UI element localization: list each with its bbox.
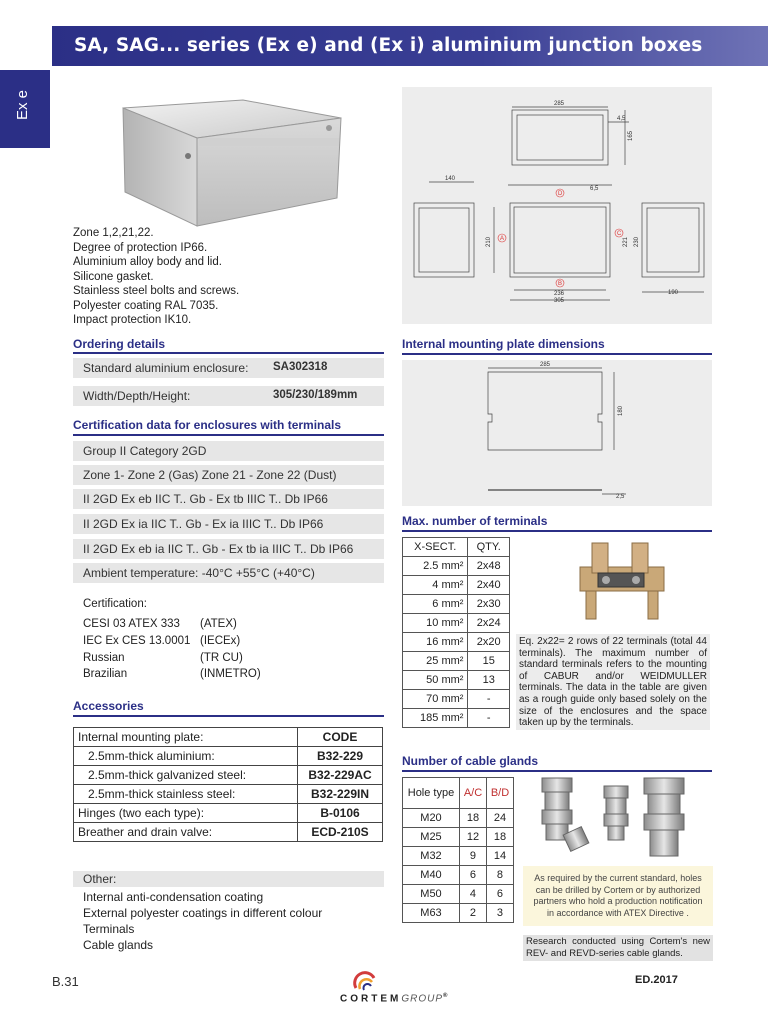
terminals-table	[402, 537, 510, 728]
ordering-row	[73, 386, 384, 406]
cert-scheme: (ATEX)	[200, 618, 237, 630]
cert-row	[73, 465, 384, 485]
other-item: Internal anti-condensation coating	[83, 890, 264, 904]
cert-row	[73, 441, 384, 461]
table-cell: 18	[459, 809, 486, 828]
acc-code: B32-229	[298, 747, 383, 766]
table-cell: -	[468, 690, 510, 709]
acc-label: 2.5mm-thick aluminium:	[74, 747, 298, 766]
table-row	[403, 778, 514, 809]
cert-name: Russian	[83, 652, 125, 664]
table-row	[74, 804, 383, 823]
cert-row-text: II 2GD Ex eb IIC T.. Gb - Ex tb IIIC T.. Db IP66	[83, 492, 328, 506]
table-cell: 2x30	[468, 595, 510, 614]
table-cell: 9	[459, 847, 486, 866]
page-title: SA, SAG... series (Ex e) and (Ex i) aluminium junction boxes	[74, 35, 703, 56]
table-cell: 2x20	[468, 633, 510, 652]
table-cell: 70 mm²	[403, 690, 468, 709]
acc-label: Breather and drain valve:	[74, 823, 298, 842]
marker-label: C	[617, 231, 622, 237]
table-cell: 50 mm²	[403, 671, 468, 690]
table-row	[403, 904, 514, 923]
dim-label: 230	[634, 236, 640, 247]
terminals-note: Eq. 2x22= 2 rows of 22 terminals (total 44 terminals). The maximum number of standard terminals refers to the mounting of CABUR and/or WEIDMULLER terminals. The data in the table are given as a rough guide only based solely on the size of the enclosures and the space taken up by the terminals.	[519, 636, 707, 729]
side-tab-label: Ex e	[14, 89, 31, 120]
terminals-rule	[402, 530, 712, 532]
ordering-value: SA302318	[273, 361, 328, 373]
table-cell: 2x48	[468, 557, 510, 576]
dim-label: 190	[668, 290, 679, 296]
table-cell: 6	[459, 866, 486, 885]
ordering-title: Ordering details	[73, 337, 166, 351]
edition: ED.2017	[635, 974, 678, 986]
cable-glands-photo	[524, 772, 710, 864]
table-row	[403, 671, 510, 690]
table-header: QTY.	[468, 538, 510, 557]
table-row	[403, 828, 514, 847]
table-cell: 12	[459, 828, 486, 847]
dim-label: 4,5	[617, 116, 626, 122]
table-cell: 13	[468, 671, 510, 690]
table-row	[403, 576, 510, 595]
acc-code: B-0106	[298, 804, 383, 823]
cert-scheme: (IECEx)	[200, 635, 241, 647]
table-cell: 6	[486, 885, 513, 904]
other-item: External polyester coatings in different colour	[83, 906, 323, 920]
ordering-rule	[73, 352, 384, 354]
other-item: Terminals	[83, 922, 135, 936]
table-cell: 3	[486, 904, 513, 923]
cert-row-text: II 2GD Ex eb ia IIC T.. Gb - Ex tb ia IIIC T.. Db IP66	[83, 542, 354, 556]
table-row	[403, 538, 510, 557]
acc-code-header: CODE	[298, 728, 383, 747]
table-header: B/D	[486, 778, 513, 809]
table-cell: -	[468, 709, 510, 728]
table-cell: 18	[486, 828, 513, 847]
glands-note: As required by the current standard, holes can be drilled by Cortem or by authorized partners who hold a production notification in accordance with ATEX Directive .	[533, 873, 703, 918]
table-cell: 16 mm²	[403, 633, 468, 652]
table-cell: 10 mm²	[403, 614, 468, 633]
dim-label: 285	[540, 362, 551, 368]
glands-title: Number of cable glands	[402, 754, 539, 768]
table-header: A/C	[459, 778, 486, 809]
table-header: X-SECT.	[403, 538, 468, 557]
other-title: Other:	[83, 872, 117, 886]
accessories-table	[73, 727, 383, 842]
mounting-plate-rule	[402, 353, 712, 355]
table-row	[403, 652, 510, 671]
table-row	[74, 747, 383, 766]
certification-rule	[73, 434, 384, 436]
title-banner	[52, 26, 768, 66]
table-cell: M20	[403, 809, 460, 828]
enclosure-photo	[115, 94, 345, 230]
dim-label: 6,5	[590, 186, 599, 192]
table-cell: M50	[403, 885, 460, 904]
other-item: Cable glands	[83, 938, 154, 952]
acc-code: B32-229IN	[298, 785, 383, 804]
cert-row	[73, 563, 384, 583]
feature-item: Stainless steel bolts and screws.	[73, 285, 240, 297]
cert-row	[73, 489, 384, 509]
ordering-value: 305/230/189mm	[273, 389, 358, 401]
table-cell: 24	[486, 809, 513, 828]
table-cell: 25 mm²	[403, 652, 468, 671]
table-row	[403, 885, 514, 904]
mounting-plate-svg	[402, 360, 712, 506]
table-row	[403, 557, 510, 576]
certification-title: Certification data for enclosures with terminals	[73, 418, 342, 432]
table-cell: M40	[403, 866, 460, 885]
dim-label: 285	[554, 101, 565, 107]
dim-label: 236	[554, 291, 565, 297]
table-row	[403, 690, 510, 709]
acc-label: 2.5mm-thick stainless steel:	[74, 785, 298, 804]
feature-item: Polyester coating RAL 7035.	[73, 299, 219, 312]
cortem-logo-icon	[352, 968, 378, 992]
brand-name: CORTEM	[340, 993, 402, 1005]
table-row	[403, 595, 510, 614]
table-row	[74, 785, 383, 804]
marker-label: D	[558, 191, 563, 197]
feature-item: Impact protection IK10.	[73, 314, 192, 326]
brand-suffix: GROUP	[401, 993, 444, 1005]
acc-code: ECD-210S	[298, 823, 383, 842]
mounting-plate-drawing	[402, 360, 712, 506]
table-cell: 15	[468, 652, 510, 671]
dim-label: 221	[623, 236, 629, 247]
dim-label: 305	[554, 298, 565, 304]
table-row	[74, 728, 383, 747]
acc-label: Internal mounting plate:	[74, 728, 298, 747]
cert-row-text: Zone 1- Zone 2 (Gas) Zone 21 - Zone 22 (Dust)	[83, 468, 337, 482]
table-cell: 4	[459, 885, 486, 904]
dim-label: 140	[445, 176, 456, 182]
terminal-block-photo	[572, 537, 672, 627]
dim-label: 180	[618, 405, 624, 416]
page-number: B.31	[52, 974, 79, 989]
table-cell: 2.5 mm²	[403, 557, 468, 576]
cert-row-text: Ambient temperature: -40°C +55°C (+40°C)	[83, 566, 315, 580]
table-row	[403, 847, 514, 866]
table-row	[74, 766, 383, 785]
marker-label: B	[558, 281, 563, 287]
cert-row	[73, 539, 384, 559]
feature-item: Zone 1,2,21,22.	[73, 227, 154, 239]
table-row	[403, 709, 510, 728]
table-cell: 2x40	[468, 576, 510, 595]
terminals-title: Max. number of terminals	[402, 514, 548, 528]
brand-logo: CORTEMGROUP®	[340, 993, 448, 1005]
table-cell: 8	[486, 866, 513, 885]
dim-label: 210	[486, 236, 492, 247]
table-cell: 14	[486, 847, 513, 866]
table-row	[74, 823, 383, 842]
ordering-label: Width/Depth/Height:	[83, 389, 191, 403]
table-cell: 2	[459, 904, 486, 923]
side-tab[interactable]	[0, 70, 50, 148]
cert-label: Certification:	[83, 598, 147, 610]
cert-row-text: Group II Category 2GD	[83, 444, 207, 458]
accessories-title: Accessories	[73, 699, 144, 713]
mounting-plate-title: Internal mounting plate dimensions	[402, 337, 605, 351]
accessories-rule	[73, 715, 384, 717]
table-cell: 4 mm²	[403, 576, 468, 595]
table-cell: 185 mm²	[403, 709, 468, 728]
ordering-row	[73, 358, 384, 378]
table-row	[403, 809, 514, 828]
cert-row-text: II 2GD Ex ia IIC T.. Gb - Ex ia IIIC T.. Db IP66	[83, 517, 324, 531]
table-cell: M63	[403, 904, 460, 923]
table-cell: M32	[403, 847, 460, 866]
dimension-drawing-svg	[402, 87, 712, 324]
cert-row	[73, 514, 384, 534]
ordering-label: Standard aluminium enclosure:	[83, 361, 249, 375]
dimension-drawing	[402, 87, 712, 324]
terminals-note-box	[516, 634, 710, 730]
glands-research-box	[523, 935, 713, 961]
feature-item: Aluminium alloy body and lid.	[73, 256, 222, 268]
cert-scheme: (INMETRO)	[200, 668, 261, 680]
dim-label: 2,5	[616, 494, 625, 500]
feature-list	[73, 226, 373, 328]
cert-scheme: (TR CU)	[200, 652, 243, 664]
marker-label: A	[500, 236, 505, 242]
table-row	[403, 633, 510, 652]
table-row	[403, 866, 514, 885]
acc-label: 2.5mm-thick galvanized steel:	[74, 766, 298, 785]
glands-table	[402, 777, 514, 923]
table-row	[403, 614, 510, 633]
cert-name: CESI 03 ATEX 333	[83, 618, 180, 630]
glands-note-box	[523, 866, 713, 926]
acc-code: B32-229AC	[298, 766, 383, 785]
other-list	[83, 889, 322, 953]
feature-item: Silicone gasket.	[73, 270, 154, 283]
acc-label: Hinges (two each type):	[74, 804, 298, 823]
dim-label: 165	[628, 130, 634, 141]
table-header: Hole type	[403, 778, 460, 809]
feature-item: Degree of protection IP66.	[73, 241, 208, 254]
table-cell: 6 mm²	[403, 595, 468, 614]
cert-name: Brazilian	[83, 668, 128, 680]
table-cell: M25	[403, 828, 460, 847]
table-cell: 2x24	[468, 614, 510, 633]
cert-name: IEC Ex CES 13.0001	[83, 635, 191, 647]
glands-research: Research conducted using Cortem's new REV- and REVD-series cable glands.	[526, 936, 710, 959]
other-header	[73, 871, 384, 887]
